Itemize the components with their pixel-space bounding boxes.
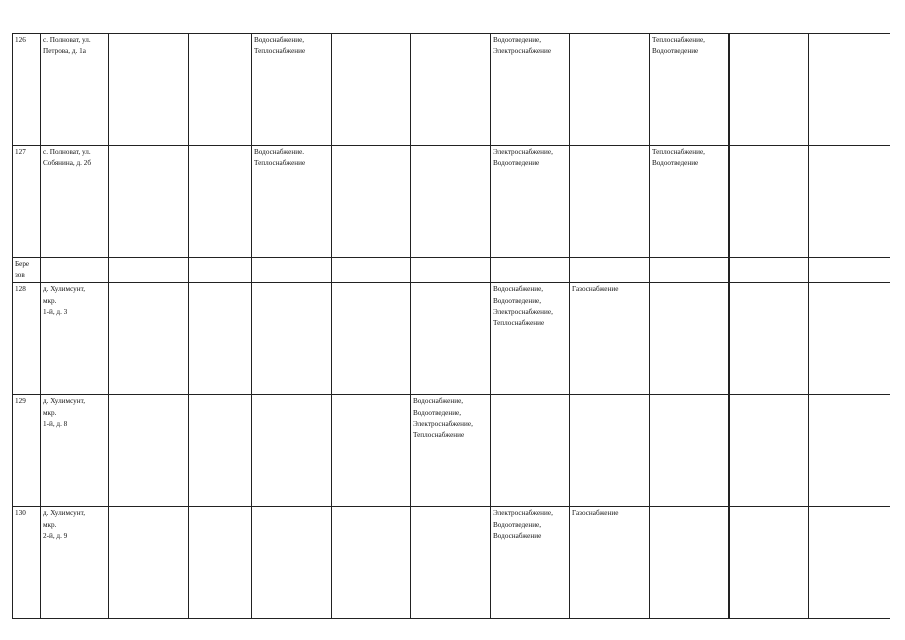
column-7-cell: [411, 395, 491, 507]
column-5-cell: [252, 395, 332, 507]
column-9-cell: [570, 283, 650, 395]
column-10-cell: [650, 146, 729, 258]
row-number: 128: [15, 285, 26, 294]
housing-utilities-table: [12, 33, 890, 619]
cell-text-line: Электроснабжение,: [493, 307, 553, 316]
table-row: [13, 34, 890, 146]
column-3-cell: [109, 507, 189, 619]
cell-text-line: Водоотведение,: [493, 520, 542, 529]
address-cell: [41, 395, 109, 507]
row-number-cell: [13, 507, 41, 619]
cell-text-line: Водоснабжение: [493, 531, 542, 540]
cell-text-line: Теплоснабжение: [254, 47, 306, 56]
empty-cell: [570, 258, 650, 283]
table-body: [13, 34, 890, 619]
cell-text-line: мкр.: [43, 296, 57, 305]
table-row: [13, 507, 890, 619]
column-3-cell: [109, 34, 189, 146]
section-label-cell: [13, 258, 41, 283]
row-number: 129: [15, 397, 26, 406]
column-6-cell: [332, 34, 411, 146]
column-12-cell: [809, 395, 890, 507]
cell-text-line: Теплоснабжение,: [652, 36, 705, 44]
cell-text-line: Собянина, д. 2б: [43, 159, 91, 168]
cell-text-line: Водоснабжение,: [413, 397, 464, 406]
column-4-cell: [189, 283, 252, 395]
cell-text-line: Водоотведение,: [493, 296, 542, 305]
cell-text-line: Водоснабжение,: [254, 36, 305, 44]
column-8-cell: [491, 146, 570, 258]
address-cell: [41, 146, 109, 258]
cell-text-line: мкр.: [43, 408, 57, 417]
column-11-cell: [729, 34, 809, 146]
column-4-cell: [189, 146, 252, 258]
column-4-cell: [189, 34, 252, 146]
cell-text-line: 1-й, д. 8: [43, 419, 68, 428]
cell-text-line: с. Полноват, ул.: [43, 148, 91, 156]
column-8-cell: [491, 395, 570, 507]
cell-text-line: Электроснабжение: [493, 47, 552, 56]
cell-text-line: 2-й, д. 9: [43, 531, 68, 540]
column-11-cell: [729, 507, 809, 619]
empty-cell: [332, 258, 411, 283]
row-number-cell: [13, 146, 41, 258]
cell-text-line: Электроснабжение,: [493, 509, 553, 518]
column-9-cell: [570, 507, 650, 619]
cell-text-line: 1-й, д. 3: [43, 307, 68, 316]
column-6-cell: [332, 146, 411, 258]
column-5-cell: [252, 146, 332, 258]
column-12-cell: [809, 146, 890, 258]
column-4-cell: [189, 395, 252, 507]
cell-text-line: Теплоснабжение: [493, 319, 545, 328]
column-6-cell: [332, 395, 411, 507]
empty-cell: [252, 258, 332, 283]
column-11-cell: [729, 395, 809, 507]
cell-text-line: д. Хулимсунт,: [43, 397, 85, 406]
row-number-cell: [13, 283, 41, 395]
column-5-cell: [252, 34, 332, 146]
column-7-cell: [411, 283, 491, 395]
cell-text-line: Теплоснабжение: [413, 431, 465, 440]
cell-text-line: Водоотведение: [652, 47, 699, 56]
empty-cell: [109, 258, 189, 283]
column-7-cell: [411, 146, 491, 258]
empty-cell: [189, 258, 252, 283]
column-6-cell: [332, 283, 411, 395]
empty-cell: [809, 258, 890, 283]
row-number-cell: [13, 34, 41, 146]
column-9-cell: [570, 395, 650, 507]
column-3-cell: [109, 283, 189, 395]
section-label-line: Бере: [15, 260, 30, 268]
row-number: 127: [15, 148, 26, 156]
column-8-cell: [491, 283, 570, 395]
table-row: [13, 283, 890, 395]
column-12-cell: [809, 507, 890, 619]
column-9-cell: [570, 146, 650, 258]
column-12-cell: [809, 34, 890, 146]
row-number-cell: [13, 395, 41, 507]
cell-text-line: Электроснабжение,: [493, 148, 553, 156]
table-row: [13, 146, 890, 258]
table-row: [13, 395, 890, 507]
column-7-cell: [411, 34, 491, 146]
section-label-line: зов: [15, 271, 25, 280]
column-11-cell: [729, 283, 809, 395]
cell-text-line: Петрова, д. 1а: [43, 47, 86, 56]
cell-text-line: Теплоснабжение,: [652, 148, 705, 156]
empty-cell: [411, 258, 491, 283]
empty-cell: [491, 258, 570, 283]
cell-text-line: Теплоснабжение: [254, 159, 306, 168]
column-3-cell: [109, 146, 189, 258]
section-row: [13, 258, 890, 283]
row-number: 126: [15, 36, 26, 44]
cell-text-line: Газоснабжение: [572, 285, 619, 294]
row-number: 130: [15, 509, 26, 518]
cell-text-line: Газоснабжение: [572, 509, 619, 518]
cell-text-line: мкр.: [43, 520, 57, 529]
column-4-cell: [189, 507, 252, 619]
column-3-cell: [109, 395, 189, 507]
cell-text-line: Электроснабжение,: [413, 419, 473, 428]
address-cell: [41, 283, 109, 395]
address-cell: [41, 507, 109, 619]
column-5-cell: [252, 283, 332, 395]
column-11-cell: [729, 146, 809, 258]
column-10-cell: [650, 507, 729, 619]
empty-cell: [41, 258, 109, 283]
cell-text-line: Водоотведение,: [413, 408, 462, 417]
cell-text-line: Водоотведение: [652, 159, 699, 168]
column-8-cell: [491, 507, 570, 619]
cell-text-line: Водоотведение: [493, 159, 540, 168]
cell-text-line: Водоснабжение.: [254, 148, 305, 156]
cell-text-line: Водоотведение,: [493, 36, 542, 44]
column-7-cell: [411, 507, 491, 619]
cell-text-line: с. Полноват, ул.: [43, 36, 91, 44]
cell-text-line: д. Хулимсунт,: [43, 509, 85, 518]
column-10-cell: [650, 283, 729, 395]
column-10-cell: [650, 395, 729, 507]
column-12-cell: [809, 283, 890, 395]
cell-text-line: Водоснабжение,: [493, 285, 544, 294]
column-6-cell: [332, 507, 411, 619]
column-10-cell: [650, 34, 729, 146]
cell-text-line: д. Хулимсунт,: [43, 285, 85, 294]
empty-cell: [729, 258, 809, 283]
empty-cell: [650, 258, 729, 283]
column-5-cell: [252, 507, 332, 619]
column-9-cell: [570, 34, 650, 146]
address-cell: [41, 34, 109, 146]
column-8-cell: [491, 34, 570, 146]
